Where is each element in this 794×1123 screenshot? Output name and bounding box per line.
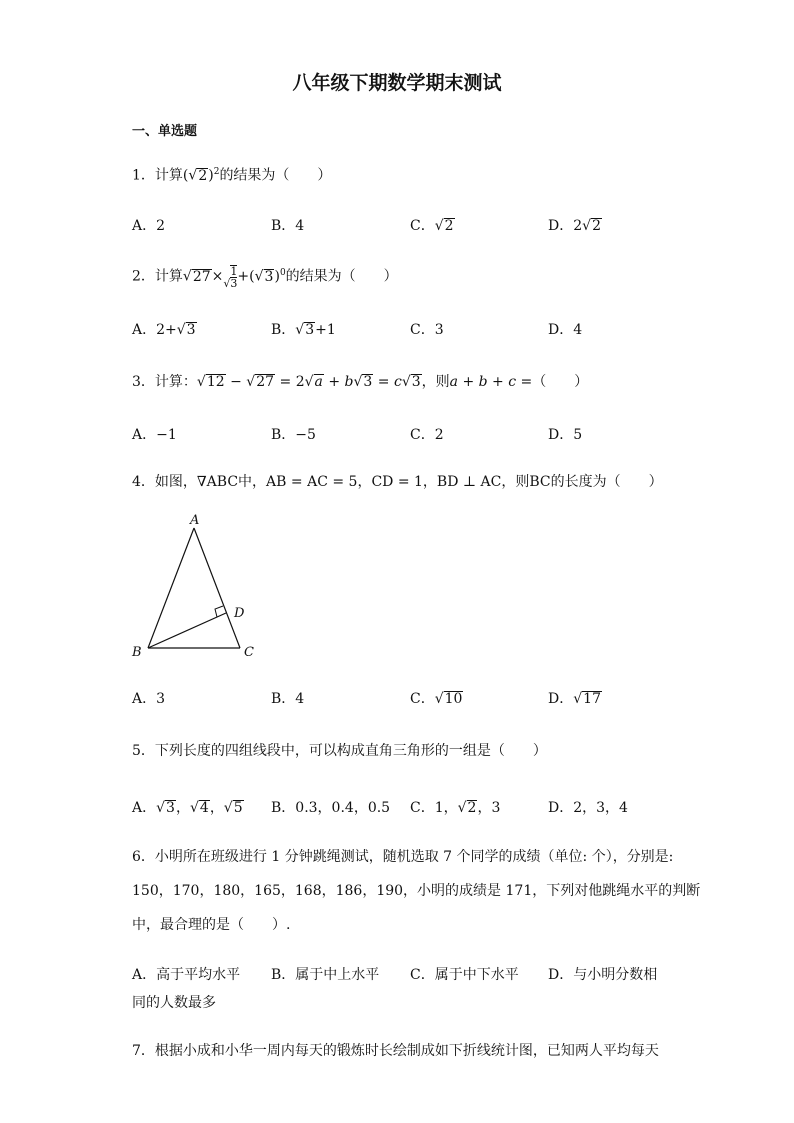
q3-plus-b: + b: [328, 374, 354, 390]
q2-number: 2．计算: [132, 268, 183, 285]
triangle-figure: [128, 510, 268, 665]
q3-number: 3．计算：: [132, 374, 197, 390]
q5-option-c[interactable]: C．1，√2，3: [410, 800, 501, 816]
q3-tail: ，则: [421, 374, 450, 390]
q3-eq-c: = c: [377, 374, 402, 390]
q3-minus: −: [230, 374, 242, 390]
q6-option-c[interactable]: C．属于中下水平: [410, 967, 519, 983]
q5-option-b[interactable]: B．0.3，0.4，0.5: [271, 800, 391, 816]
question-5: 5．下列长度的四组线段中，可以构成直角三角形的一组是（ ）: [132, 743, 547, 759]
q6-line-1: 6．小明所在班级进行 1 分钟跳绳测试，随机选取 7 个同学的成绩（单位: 个），分别是:: [132, 849, 674, 865]
q1-tail: 的结果为（ ）: [219, 167, 332, 184]
q1-paren-open: (: [182, 167, 189, 184]
q3-rad3: 3: [363, 374, 373, 390]
q1-option-d[interactable]: D．2√2: [548, 218, 601, 234]
q1-paren-close: ): [208, 167, 214, 184]
q1-option-a[interactable]: A．2: [132, 218, 166, 234]
q2-rad1: 27: [192, 268, 211, 285]
question-1: 1．计算$(√2)^2$的结果为（ ）: [132, 167, 332, 184]
q1-radicand: 2: [198, 167, 208, 184]
q5-option-d[interactable]: D．2，3，4: [548, 800, 628, 816]
side-ac: [194, 528, 240, 648]
q2-rad2: 3: [264, 268, 274, 285]
q6-option-a[interactable]: A．高于平均水平: [132, 967, 241, 983]
q6-option-d[interactable]: D．与小明分数相: [548, 967, 658, 983]
q4-option-b[interactable]: B．4: [271, 691, 305, 707]
q3-rad1: 12: [206, 374, 225, 390]
q1-option-c[interactable]: C．√2: [410, 218, 454, 234]
label-b: B: [132, 645, 142, 660]
q1-options: [132, 215, 692, 235]
q6-options: [132, 964, 692, 984]
q1-option-b[interactable]: B．4: [271, 218, 305, 234]
q3-rad4: 3: [411, 374, 421, 390]
q1-number: 1．计算: [132, 167, 183, 184]
q3-option-c[interactable]: C．2: [410, 427, 444, 443]
q5-option-a[interactable]: A．√3，√4，√5: [132, 800, 243, 816]
q4-options: [132, 688, 692, 708]
q2-option-a[interactable]: A．2+√3: [132, 322, 196, 338]
q2-option-c[interactable]: C．3: [410, 322, 444, 338]
q6-option-b[interactable]: B．属于中上水平: [271, 967, 380, 983]
q3-option-a[interactable]: A．−1: [132, 427, 177, 443]
q2-tail: 的结果为（ ）: [285, 268, 398, 285]
question-4: 4．如图，∇ABC中，AB = AC = 5，CD = 1，BD ⊥ AC，则BC的长度为（ ）: [132, 474, 663, 490]
q3-option-d[interactable]: D．5: [548, 427, 583, 443]
q3-rad-a: a: [314, 374, 323, 390]
q5-options: [132, 797, 692, 817]
q2-times: ×: [211, 268, 224, 285]
page-title: 八年级下期数学期末测试: [292, 72, 502, 94]
q2-options: [132, 319, 692, 339]
q2-power: 0: [279, 268, 286, 278]
q3-eq: = 2: [279, 374, 305, 390]
q2-fraction: √ $\frac{1}{3}$: [223, 264, 238, 290]
q2-plus: +: [237, 268, 250, 285]
q2-option-d[interactable]: D．4: [548, 322, 583, 338]
q3-rad2: 27: [256, 374, 275, 390]
label-d: D: [234, 606, 245, 621]
section-heading: 一、单选题: [132, 124, 198, 139]
q4-option-d[interactable]: D．√17: [548, 691, 601, 707]
question-3: 3．计算：√12 − √27 = 2√a + b√3 = c√3，则a + b + c =（ ）: [132, 374, 589, 390]
q3-paren: （ ）: [532, 374, 589, 390]
label-a: A: [190, 513, 200, 528]
question-6: [132, 840, 701, 942]
q6-option-d-continued: 同的人数最多: [132, 995, 216, 1011]
q3-sum: a + b + c =: [449, 374, 533, 390]
q3-option-b[interactable]: B．−5: [271, 427, 316, 443]
q6-line-3: 中，最合理的是（ ）.: [132, 917, 291, 933]
q1-power: 2: [213, 167, 220, 177]
q6-line-2: 150，170，180，165，168，186，190，小明的成绩是 171，下列对他跳绳水平的判断: [132, 883, 701, 899]
q2-option-b[interactable]: B．√3+1: [271, 322, 336, 338]
q3-options: [132, 424, 692, 444]
question-2: 2．计算√27×√ $\frac{1}{3}$ $+(√3)^0$的结果为（ ）: [132, 264, 398, 290]
q4-option-c[interactable]: C．√10: [410, 691, 463, 707]
q4-option-a[interactable]: A．3: [132, 691, 166, 707]
label-c: C: [244, 645, 254, 660]
question-7: 7．根据小成和小华一周内每天的锻炼时长绘制成如下折线统计图，已知两人平均每天: [132, 1043, 659, 1059]
